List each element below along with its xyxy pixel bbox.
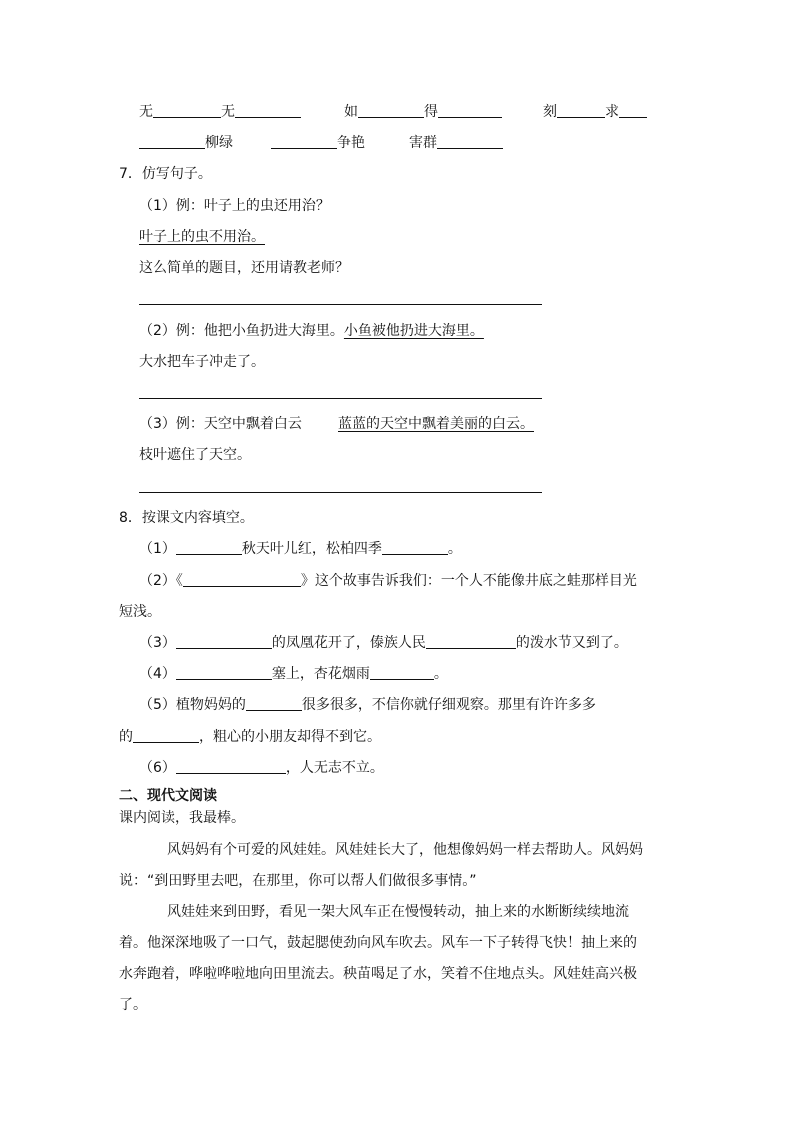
answer-blank[interactable] bbox=[358, 102, 424, 118]
q7-example-3-answer: 蓝蓝的天空中飘着美丽的白云。 bbox=[338, 416, 534, 432]
answer-line[interactable] bbox=[139, 304, 542, 305]
answer-blank[interactable] bbox=[133, 727, 199, 743]
item-text: ，粗心的小朋友却得不到它。 bbox=[199, 729, 381, 745]
idiom-row-2 bbox=[139, 133, 233, 153]
passage-line: 风娃娃来到田野，看见一架大风车正在慢慢转动，抽上来的水断断续续地流 bbox=[167, 904, 629, 920]
idiom-text: 争艳 bbox=[337, 135, 365, 151]
answer-blank[interactable] bbox=[176, 633, 272, 649]
item-text: ，人无志不立。 bbox=[285, 760, 384, 776]
section-heading: 二、现代文阅读 bbox=[119, 788, 217, 804]
idiom-text: 柳绿 bbox=[205, 135, 233, 151]
q7-title: 7．仿写句子。 bbox=[119, 166, 212, 182]
section-intro: 课内阅读，我最棒。 bbox=[119, 810, 245, 826]
idiom-row-1c bbox=[543, 102, 647, 122]
item-text: 的泼水节又到了。 bbox=[515, 635, 628, 651]
item-number: （3） bbox=[139, 635, 176, 651]
answer-blank[interactable] bbox=[557, 102, 605, 118]
idiom-text: 无 bbox=[139, 104, 153, 120]
idiom-text: 刻 bbox=[543, 104, 557, 120]
answer-blank[interactable] bbox=[176, 539, 242, 555]
q8-item-2-cont: 短浅。 bbox=[119, 604, 161, 620]
idiom-text: 害群 bbox=[409, 135, 437, 151]
item-number: （4） bbox=[139, 666, 176, 682]
q7-example-1: （1）例：叶子上的虫还用治？ bbox=[139, 198, 330, 214]
item-text: 。 bbox=[433, 666, 448, 682]
item-text: 塞上，杏花烟雨 bbox=[271, 666, 370, 682]
answer-line[interactable] bbox=[139, 398, 542, 399]
answer-blank[interactable] bbox=[382, 539, 448, 555]
answer-blank[interactable] bbox=[183, 571, 301, 587]
item-text: （5）植物妈妈的 bbox=[139, 697, 246, 713]
q7-example-3-prompt: （3）例：天空中飘着白云 bbox=[139, 416, 302, 432]
q8-item-2 bbox=[139, 571, 637, 591]
answer-blank[interactable] bbox=[246, 695, 302, 711]
answer-blank[interactable] bbox=[438, 102, 502, 118]
q8-item-6 bbox=[139, 758, 384, 778]
answer-blank[interactable] bbox=[235, 102, 301, 118]
q8-item-5-cont bbox=[119, 727, 381, 747]
q7-example-1-answer: 叶子上的虫不用治。 bbox=[139, 229, 265, 245]
q8-title: 8．按课文内容填空。 bbox=[119, 510, 254, 526]
item-text: 秋天叶儿红，松柏四季 bbox=[241, 541, 382, 557]
idiom-row-2c bbox=[409, 133, 503, 153]
q7-task-1: 这么简单的题目，还用请教老师？ bbox=[139, 260, 349, 276]
item-number: （2）《 bbox=[139, 573, 183, 589]
answer-blank[interactable] bbox=[271, 133, 337, 149]
idiom-text: 无 bbox=[221, 104, 235, 120]
answer-blank[interactable] bbox=[176, 758, 286, 774]
item-text: 的 bbox=[119, 729, 133, 745]
q8-item-3 bbox=[139, 633, 628, 653]
answer-blank[interactable] bbox=[426, 633, 516, 649]
idiom-text: 求 bbox=[605, 104, 619, 120]
passage-line: 了。 bbox=[119, 997, 147, 1013]
passage-line: 水奔跑着，哗啦哗啦地向田里流去。秧苗喝足了水，笑着不住地点头。风娃娃高兴极 bbox=[119, 966, 637, 982]
q8-item-5 bbox=[139, 695, 596, 715]
q7-example-2 bbox=[139, 321, 484, 341]
idiom-text: 如 bbox=[344, 104, 358, 120]
item-text: 。 bbox=[447, 541, 462, 557]
item-text: 很多很多，不信你就仔细观察。那里有许许多多 bbox=[301, 697, 596, 713]
passage-line: 着。他深深地吸了一口气，鼓起腮使劲向风车吹去。风车一下子转得飞快！抽上来的 bbox=[119, 935, 637, 951]
q7-example-2-prompt: （2）例：他把小鱼扔进大海里。 bbox=[139, 323, 344, 339]
answer-blank[interactable] bbox=[153, 102, 221, 118]
q7-task-3: 枝叶遮住了天空。 bbox=[139, 447, 251, 463]
item-number: （6） bbox=[139, 760, 176, 776]
answer-line[interactable] bbox=[139, 492, 542, 493]
q7-task-2: 大水把车子冲走了。 bbox=[139, 354, 265, 370]
item-text: 的凤凰花开了，傣族人民 bbox=[271, 635, 426, 651]
idiom-row-1 bbox=[139, 102, 301, 122]
q8-item-4 bbox=[139, 664, 448, 684]
passage-line: 风妈妈有个可爱的风娃娃。风娃娃长大了，他想像妈妈一样去帮助人。风妈妈 bbox=[167, 842, 643, 858]
idiom-text: 得 bbox=[424, 104, 438, 120]
answer-blank[interactable] bbox=[437, 133, 503, 149]
q8-item-1 bbox=[139, 539, 462, 559]
idiom-row-2b bbox=[271, 133, 365, 153]
answer-blank[interactable] bbox=[619, 102, 647, 118]
answer-blank[interactable] bbox=[139, 133, 205, 149]
passage-line: 说：“到田野里去吧，在那里，你可以帮人们做很多事情。” bbox=[119, 873, 477, 889]
idiom-row-1b bbox=[344, 102, 502, 122]
item-text: 》这个故事告诉我们：一个人不能像井底之蛙那样目光 bbox=[300, 573, 637, 589]
answer-blank[interactable] bbox=[370, 664, 434, 680]
item-number: （1） bbox=[139, 541, 176, 557]
answer-blank[interactable] bbox=[176, 664, 272, 680]
q7-example-2-answer: 小鱼被他扔进大海里。 bbox=[343, 323, 484, 339]
